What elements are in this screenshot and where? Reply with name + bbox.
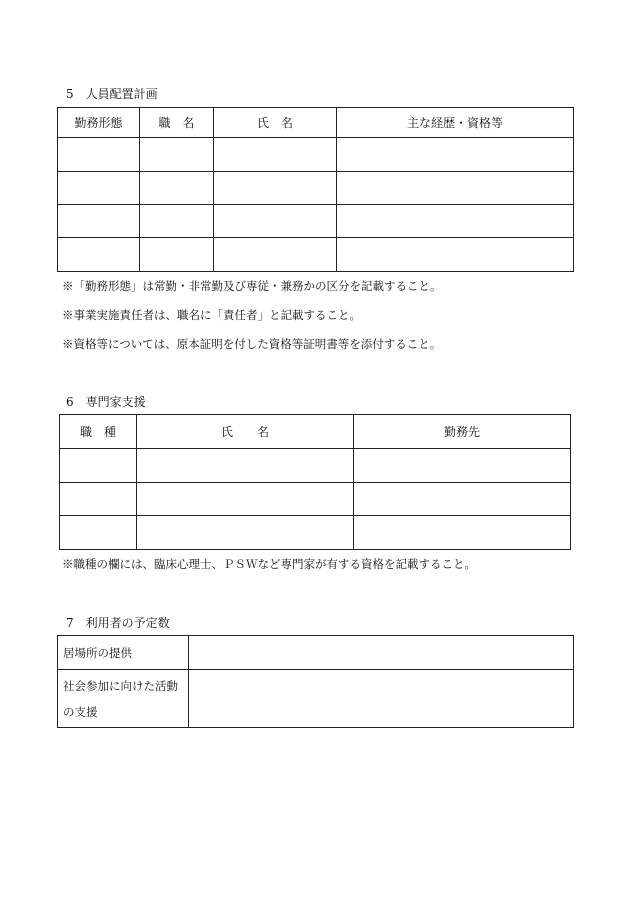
row-label-place-provision: 居場所の提供	[58, 636, 189, 670]
section-5-title: 5 人員配置計画	[66, 87, 158, 101]
table-cell[interactable]	[337, 138, 574, 172]
header-name: 氏 名	[137, 415, 354, 449]
table-cell[interactable]	[214, 205, 337, 238]
table-cell[interactable]	[189, 636, 574, 670]
table-cell[interactable]	[354, 516, 571, 550]
header-career-qualifications: 主な経歴・資格等	[337, 108, 574, 138]
table-row	[58, 670, 574, 728]
table-row	[58, 205, 574, 238]
table-row	[58, 636, 574, 670]
header-name: 氏 名	[214, 108, 337, 138]
header-occupation: 職 種	[60, 415, 137, 449]
staffing-plan-table	[57, 107, 574, 272]
table-row	[60, 483, 571, 516]
table-cell[interactable]	[354, 483, 571, 516]
table-cell[interactable]	[58, 205, 140, 238]
table-cell[interactable]	[354, 449, 571, 483]
table-cell[interactable]	[189, 670, 574, 728]
section-7-title: 7 利用者の予定数	[66, 616, 170, 630]
table-cell[interactable]	[337, 238, 574, 272]
header-work-type: 勤務形態	[58, 108, 140, 138]
table-row	[58, 172, 574, 205]
table-cell[interactable]	[60, 449, 137, 483]
table-cell[interactable]	[58, 138, 140, 172]
table-cell[interactable]	[58, 172, 140, 205]
note-work-type: ※「勤務形態」は常勤・非常勤及び専従・兼務かの区分を記載すること。	[62, 279, 442, 293]
table-cell[interactable]	[60, 516, 137, 550]
table-row	[58, 138, 574, 172]
table-row	[60, 516, 571, 550]
planned-users-table	[57, 635, 574, 728]
expert-support-table	[59, 414, 571, 550]
table-cell[interactable]	[137, 483, 354, 516]
row-label-line-1: 社会参加に向けた活動	[63, 678, 178, 693]
table-row	[58, 238, 574, 272]
table-cell[interactable]	[137, 449, 354, 483]
table-cell[interactable]	[214, 138, 337, 172]
table-cell[interactable]	[337, 172, 574, 205]
expert-header-row	[60, 415, 571, 449]
table-cell[interactable]	[60, 483, 137, 516]
header-job-title: 職 名	[140, 108, 214, 138]
table-cell[interactable]	[137, 516, 354, 550]
table-cell[interactable]	[140, 238, 214, 272]
table-row	[60, 449, 571, 483]
table-cell[interactable]	[140, 138, 214, 172]
header-workplace: 勤務先	[354, 415, 571, 449]
table-cell[interactable]	[214, 172, 337, 205]
section-6-title: 6 専門家支援	[66, 395, 146, 409]
row-label-social-participation	[58, 670, 189, 728]
row-label-line-2: の支援	[63, 704, 98, 719]
table-cell[interactable]	[140, 205, 214, 238]
table-cell[interactable]	[337, 205, 574, 238]
table-cell[interactable]	[214, 238, 337, 272]
table-cell[interactable]	[58, 238, 140, 272]
table-cell[interactable]	[140, 172, 214, 205]
note-qualifications: ※資格等については、原本証明を付した資格等証明書等を添付すること。	[62, 337, 442, 351]
staffing-header-row	[58, 108, 574, 138]
note-expert-qualifications: ※職種の欄には、臨床心理士、ＰＳＷなど専門家が有する資格を記載すること。	[62, 557, 476, 571]
note-responsible-person: ※事業実施責任者は、職名に「責任者」と記載すること。	[62, 308, 361, 322]
